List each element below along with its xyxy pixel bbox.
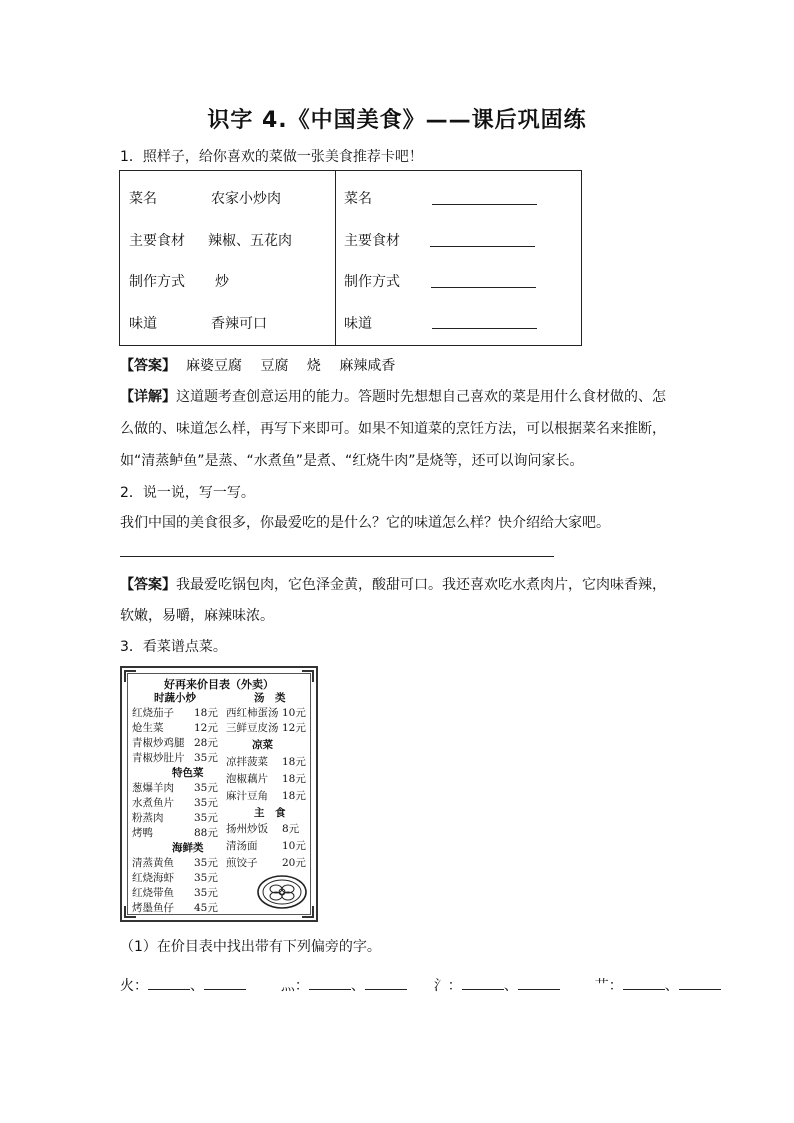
menu-item-name: 青椒炒肚片 bbox=[132, 752, 185, 764]
menu-item-price: 10元 bbox=[282, 840, 306, 852]
blank-label: 菜名 bbox=[344, 191, 372, 207]
menu-item-price: 35元 bbox=[194, 782, 218, 794]
detail-text: 这道题考查创意运用的能力。答题时先想想自己喜欢的菜是用什么食材做的、怎 bbox=[176, 389, 666, 405]
menu-item-name: 红烧茄子 bbox=[132, 707, 174, 719]
menu-item-name: 煎饺子 bbox=[226, 857, 258, 869]
answer-blank[interactable] bbox=[518, 977, 560, 990]
menu-item-price: 35元 bbox=[194, 872, 218, 884]
radical-blanks-row: 火： 、 灬： 、 氵： 、 艹： 、 bbox=[120, 975, 721, 995]
menu-item-name: 扬州炒饭 bbox=[226, 823, 268, 835]
answer-blank[interactable] bbox=[148, 977, 190, 990]
menu-item-price: 12元 bbox=[282, 722, 306, 734]
menu-item-name: 粉蒸肉 bbox=[132, 812, 164, 824]
answer-tag: 【答案】 bbox=[120, 577, 176, 593]
answer-blank[interactable] bbox=[431, 287, 536, 288]
radical-label: 艹： bbox=[594, 978, 623, 994]
q3-sub1: （1）在价目表中找出带有下列偏旁的字。 bbox=[120, 939, 381, 955]
menu-item-price: 18元 bbox=[282, 790, 306, 802]
menu-item-name: 烤鸭 bbox=[132, 827, 153, 839]
menu-section-title: 海鲜类 bbox=[172, 842, 204, 854]
page-title: 识字 4.《中国美食》——课后巩固练 bbox=[207, 108, 587, 133]
menu-section-title: 时蔬小炒 bbox=[154, 692, 196, 704]
answer-blank[interactable] bbox=[432, 204, 537, 205]
q2-question: 我们中国的美食很多，你最爱吃的是什么？它的味道怎么样？快介绍给大家吧。 bbox=[120, 515, 610, 531]
answer-blank[interactable] bbox=[309, 977, 351, 990]
answer-blank[interactable] bbox=[432, 328, 537, 329]
menu-item-name: 西红柿蛋汤 bbox=[226, 707, 279, 719]
menu-item-price: 35元 bbox=[194, 797, 218, 809]
q1-detail-line: 么做的、味道怎么样，再写下来即可。如果不知道菜的烹饪方法，可以根据菜名来推断， bbox=[120, 421, 666, 437]
menu-section-title: 汤 类 bbox=[254, 692, 286, 704]
menu-item-name: 烤墨鱼仔 bbox=[132, 902, 174, 914]
radical-label: 火： bbox=[120, 978, 148, 994]
answer-blank[interactable] bbox=[430, 246, 535, 247]
radical-label: 灬： bbox=[280, 978, 309, 994]
menu-item-price: 35元 bbox=[194, 887, 218, 899]
menu-section-title: 凉菜 bbox=[252, 739, 273, 751]
q1-answer bbox=[120, 355, 395, 375]
answer-blank[interactable] bbox=[462, 977, 504, 990]
card-divider bbox=[335, 171, 336, 345]
answer-blank[interactable] bbox=[365, 977, 407, 990]
q2-answer-line[interactable] bbox=[120, 556, 554, 557]
answer-text: 麻婆豆腐 豆腐 烧 麻辣咸香 bbox=[186, 358, 396, 374]
menu-item-name: 水煮鱼片 bbox=[132, 797, 174, 809]
menu-item-name: 清蒸黄鱼 bbox=[132, 857, 174, 869]
answer-text: 我最爱吃锅包肉，它色泽金黄，酸甜可口。我还喜欢吃水煮肉片，它肉味香辣， bbox=[176, 577, 666, 593]
answer-blank[interactable] bbox=[204, 977, 246, 990]
menu-item-price: 18元 bbox=[282, 773, 306, 785]
menu-item-price: 35元 bbox=[194, 812, 218, 824]
detail-tag: 【详解】 bbox=[120, 389, 176, 405]
menu-item-name: 泡椒藕片 bbox=[226, 773, 268, 785]
q3-prompt: 3．看菜谱点菜。 bbox=[120, 639, 227, 655]
menu-section-title: 主 食 bbox=[254, 807, 286, 819]
menu-section-title: 特色菜 bbox=[172, 767, 204, 779]
example-value: 炒 bbox=[215, 274, 229, 290]
radical-label: 氵： bbox=[433, 978, 462, 994]
blank-label: 主要食材 bbox=[344, 233, 400, 249]
menu-item-name: 清汤面 bbox=[226, 840, 258, 852]
menu-item-name: 麻汁豆角 bbox=[226, 790, 268, 802]
menu-item-price: 35元 bbox=[194, 752, 218, 764]
answer-blank[interactable] bbox=[679, 977, 721, 990]
q1-prompt: 1．照样子，给你喜欢的菜做一张美食推荐卡吧！ bbox=[120, 149, 423, 165]
menu-item-price: 12元 bbox=[194, 722, 218, 734]
q2-answer bbox=[120, 574, 666, 594]
menu-price-list bbox=[120, 666, 318, 922]
menu-item-price: 18元 bbox=[194, 707, 218, 719]
menu-item-name: 红烧海虾 bbox=[132, 872, 174, 884]
example-value: 辣椒、五花肉 bbox=[208, 233, 292, 249]
example-value: 农家小炒肉 bbox=[211, 191, 281, 207]
menu-item-name: 青椒炒鸡腿 bbox=[132, 737, 185, 749]
recommend-card bbox=[119, 170, 582, 346]
q1-detail-line bbox=[120, 386, 666, 406]
menu-item-name: 葱爆羊肉 bbox=[132, 782, 174, 794]
example-label: 菜名 bbox=[129, 191, 157, 207]
menu-heading: 好再来价目表（外卖） bbox=[164, 678, 274, 691]
menu-item-price: 28元 bbox=[194, 737, 218, 749]
blank-label: 制作方式 bbox=[344, 274, 400, 290]
menu-item-name: 凉拌菠菜 bbox=[226, 756, 268, 768]
example-label: 主要食材 bbox=[129, 233, 185, 249]
answer-blank[interactable] bbox=[623, 977, 665, 990]
blank-label: 味道 bbox=[344, 316, 372, 332]
answer-tag: 【答案】 bbox=[120, 358, 176, 374]
menu-item-name: 三鲜豆皮汤 bbox=[226, 722, 279, 734]
menu-item-price: 10元 bbox=[282, 707, 306, 719]
q2-answer-line-2: 软嫩，易嚼，麻辣味浓。 bbox=[120, 608, 274, 624]
menu-item-name: 红烧带鱼 bbox=[132, 887, 174, 899]
menu-item-name: 炝生菜 bbox=[132, 722, 164, 734]
q1-detail-line: 如“清蒸鲈鱼”是蒸、“水煮鱼”是煮、“红烧牛肉”是烧等，还可以询问家长。 bbox=[120, 453, 584, 469]
dish-illustration-icon bbox=[256, 873, 308, 911]
menu-item-price: 8元 bbox=[282, 823, 300, 835]
menu-item-price: 88元 bbox=[194, 827, 218, 839]
menu-item-price: 45元 bbox=[194, 902, 218, 914]
example-label: 制作方式 bbox=[129, 274, 185, 290]
example-value: 香辣可口 bbox=[211, 316, 267, 332]
q2-prompt: 2．说一说，写一写。 bbox=[120, 485, 255, 501]
menu-item-price: 35元 bbox=[194, 857, 218, 869]
menu-item-price: 20元 bbox=[282, 857, 306, 869]
example-label: 味道 bbox=[129, 316, 157, 332]
menu-item-price: 18元 bbox=[282, 756, 306, 768]
